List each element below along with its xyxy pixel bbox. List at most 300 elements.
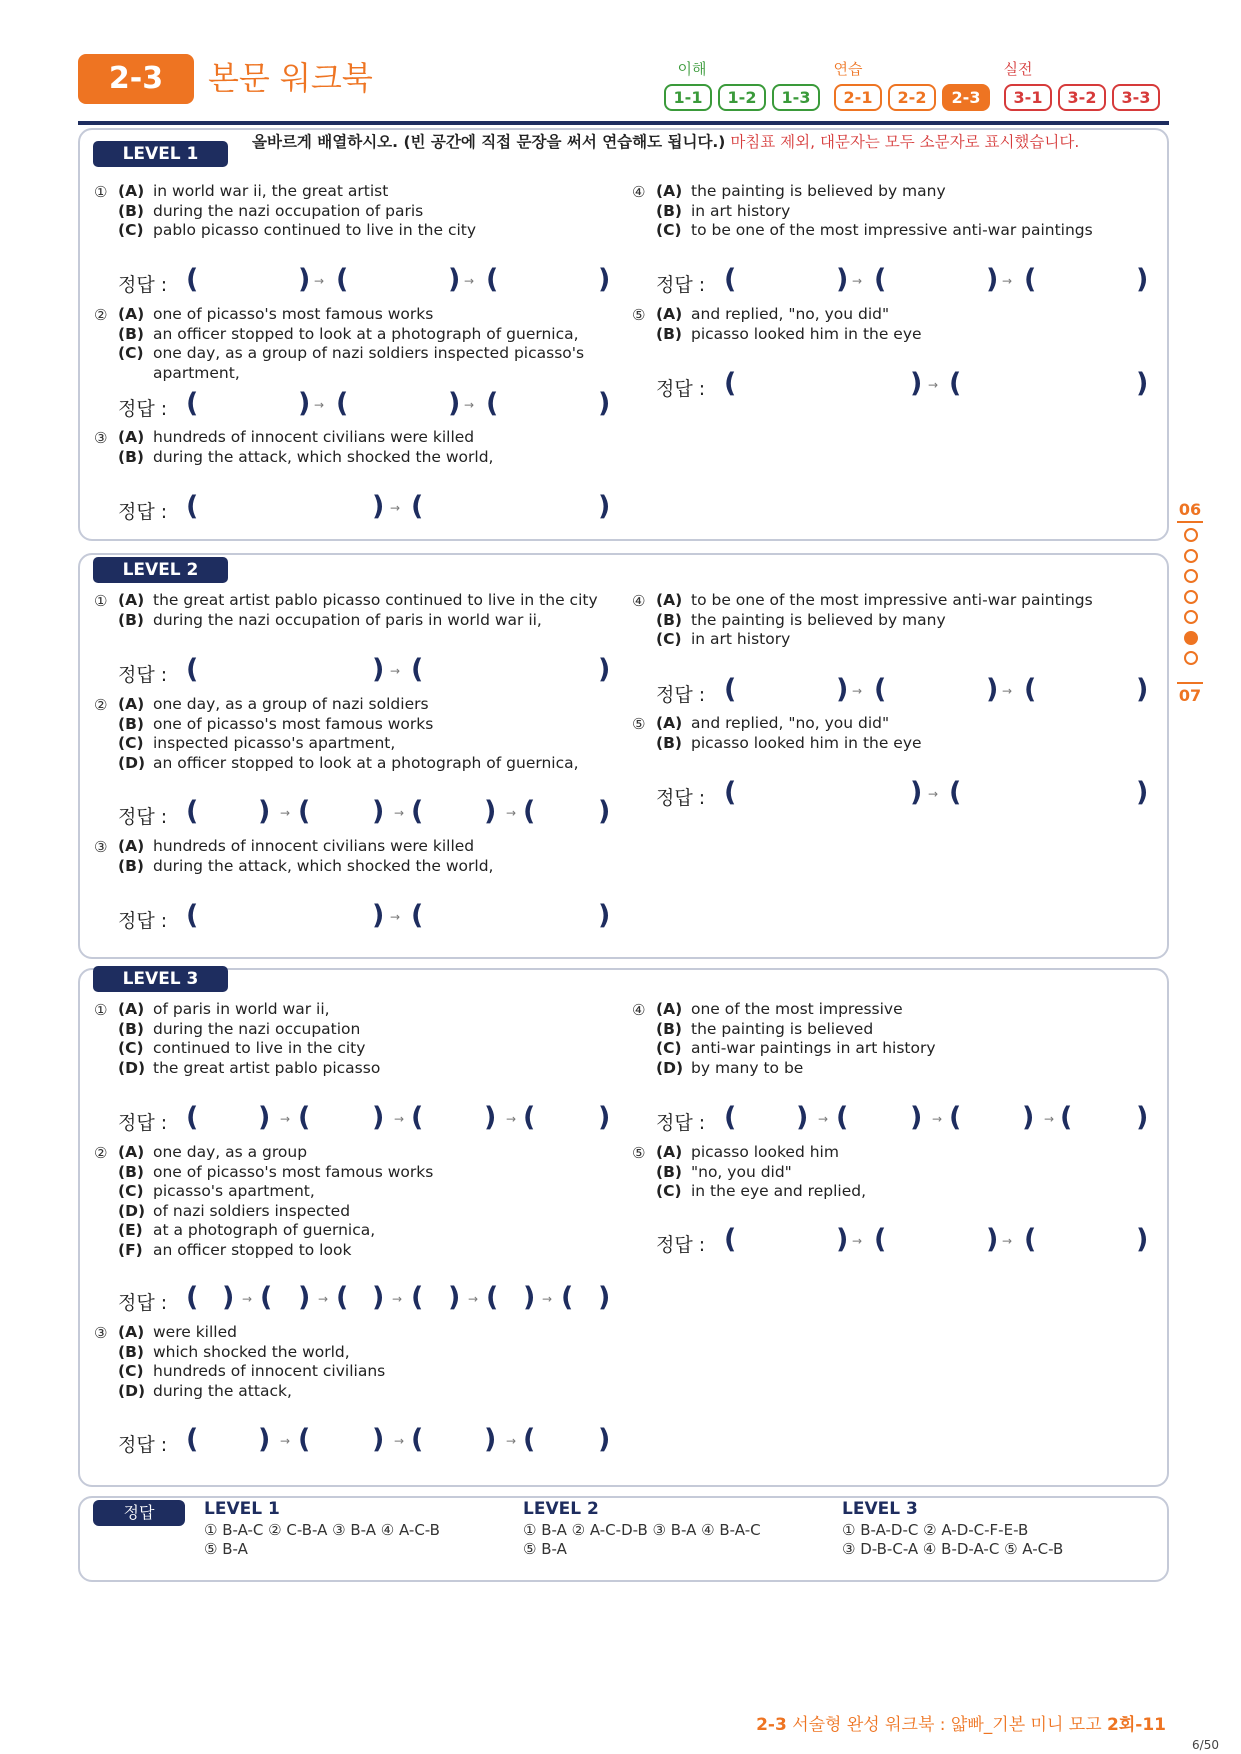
- open-paren: (: [486, 388, 499, 419]
- option-text: picasso looked him in the eye: [691, 324, 922, 343]
- question-number: ③: [94, 1324, 108, 1342]
- close-paren: ): [372, 900, 385, 931]
- question-number: ④: [632, 183, 646, 201]
- question-option: [656, 325, 922, 345]
- open-paren: (: [298, 796, 311, 827]
- option-tag: (A): [118, 1143, 145, 1161]
- question-option: [656, 1000, 903, 1020]
- arrow-icon: →: [1002, 274, 1013, 288]
- option-text: during the attack, which shocked the world,: [153, 447, 494, 466]
- tab-group-label: 실전: [1003, 60, 1033, 78]
- option-tag: (A): [118, 1000, 145, 1018]
- answer-key-level-title: LEVEL 1: [204, 1499, 280, 1519]
- open-paren: (: [186, 796, 199, 827]
- question-option: [656, 714, 889, 734]
- answer-key-line: ③ D-B-C-A ④ B-D-A-C ⑤ A-C-B: [842, 1540, 1064, 1558]
- option-text: pablo picasso continued to live in the city: [153, 221, 477, 239]
- open-paren: (: [186, 388, 199, 419]
- open-paren: (: [874, 264, 887, 295]
- answer-row[interactable]: [118, 902, 618, 934]
- option-tag: (D): [118, 1381, 146, 1400]
- arrow-icon: →: [464, 398, 475, 412]
- level-badge: LEVEL 1: [93, 141, 228, 167]
- option-tag: (F): [118, 1240, 143, 1259]
- option-tag: (A): [118, 305, 145, 323]
- option-tag: (B): [118, 447, 144, 466]
- answer-row[interactable]: [656, 779, 1156, 811]
- option-tag: (E): [118, 1221, 143, 1239]
- question-option: [118, 1000, 330, 1020]
- option-text: during the nazi occupation: [153, 1019, 361, 1038]
- option-text: anti-war paintings in art history: [691, 1039, 936, 1057]
- close-paren: ): [1136, 777, 1149, 808]
- answer-label: 정답 :: [118, 398, 168, 420]
- answer-row[interactable]: [118, 266, 618, 298]
- answer-row[interactable]: [656, 1226, 1156, 1258]
- question-option: [656, 202, 790, 222]
- option-text: an officer stopped to look: [153, 1240, 352, 1259]
- arrow-icon: →: [394, 1112, 405, 1126]
- option-tag: (B): [118, 610, 144, 629]
- option-text: one of picasso's most famous works: [153, 305, 434, 323]
- option-text: apartment,: [153, 363, 240, 382]
- option-text: hundreds of innocent civilians were killed: [153, 428, 475, 446]
- close-paren: ): [986, 1224, 999, 1255]
- open-paren: (: [411, 491, 424, 522]
- option-tag: (B): [118, 1342, 144, 1361]
- open-paren: (: [523, 1424, 536, 1455]
- question-option: [118, 202, 423, 222]
- close-paren: ): [484, 1424, 497, 1455]
- arrow-icon: →: [932, 1112, 943, 1126]
- question-option: [656, 221, 1093, 241]
- answer-row[interactable]: [656, 370, 1156, 402]
- question-option: [656, 1143, 839, 1163]
- close-paren: ): [372, 491, 385, 522]
- close-paren: ): [836, 264, 849, 295]
- open-paren: (: [724, 777, 737, 808]
- arrow-icon: →: [542, 1292, 553, 1306]
- close-paren: ): [1136, 1102, 1149, 1133]
- close-paren: ): [1136, 674, 1149, 705]
- question-option: [118, 1382, 292, 1402]
- close-paren: ): [258, 1102, 271, 1133]
- arrow-icon: →: [852, 684, 863, 698]
- open-paren: (: [1024, 264, 1037, 295]
- question-number: ④: [632, 1001, 646, 1019]
- arrow-icon: →: [392, 1292, 403, 1306]
- open-paren: (: [486, 264, 499, 295]
- close-paren: ): [298, 1282, 311, 1313]
- question-option: [118, 1362, 385, 1382]
- option-tag: (C): [118, 221, 144, 239]
- option-text: the painting is believed: [691, 1019, 874, 1038]
- option-text: picasso looked him in the eye: [691, 733, 922, 752]
- question-option: [118, 734, 395, 754]
- arrow-icon: →: [468, 1292, 479, 1306]
- question-number: ②: [94, 306, 108, 324]
- answer-row[interactable]: [118, 1426, 618, 1458]
- side-nav-dot: [1184, 569, 1198, 583]
- answer-key-level-title: LEVEL 2: [523, 1499, 599, 1519]
- close-paren: ): [448, 1282, 461, 1313]
- tab-2-1[interactable]: 2-1: [834, 84, 882, 111]
- option-tag: (D): [656, 1058, 684, 1077]
- arrow-icon: →: [1044, 1112, 1055, 1126]
- option-text: inspected picasso's apartment,: [153, 734, 396, 752]
- close-paren: ): [598, 388, 611, 419]
- question-option: [656, 182, 946, 202]
- option-tag: (B): [656, 1019, 682, 1038]
- arrow-icon: →: [506, 806, 517, 820]
- option-tag: (C): [118, 1362, 144, 1380]
- open-paren: (: [874, 674, 887, 705]
- answer-key-line: ① B-A-D-C ② A-D-C-F-E-B: [842, 1521, 1029, 1539]
- answer-row[interactable]: [118, 390, 618, 422]
- open-paren: (: [260, 1282, 273, 1313]
- close-paren: ): [598, 796, 611, 827]
- option-text: to be one of the most impressive anti-war paintings: [691, 591, 1093, 609]
- close-paren: ): [372, 1424, 385, 1455]
- option-text: the painting is believed by many: [691, 182, 946, 200]
- option-tag: (D): [118, 1058, 146, 1077]
- question-number: ①: [94, 1001, 108, 1019]
- option-text: one of the most impressive: [691, 1000, 903, 1018]
- question-option: [118, 1182, 315, 1202]
- close-paren: ): [910, 1102, 923, 1133]
- option-tag: (C): [118, 1182, 144, 1200]
- arrow-icon: →: [390, 910, 401, 924]
- question-option: [656, 1182, 866, 1202]
- question-option: [118, 1202, 350, 1222]
- close-paren: ): [986, 674, 999, 705]
- question-option: [118, 428, 474, 448]
- answer-label: 정답 :: [118, 501, 168, 523]
- tab-1-3[interactable]: 1-3: [772, 84, 820, 111]
- close-paren: ): [910, 368, 923, 399]
- question-option: [118, 221, 476, 241]
- option-text: during the nazi occupation of paris: [153, 201, 424, 220]
- open-paren: (: [411, 900, 424, 931]
- answer-label: 정답 :: [656, 1234, 706, 1256]
- question-number: ①: [94, 592, 108, 610]
- open-paren: (: [724, 674, 737, 705]
- answer-label: 정답 :: [656, 274, 706, 296]
- open-paren: (: [561, 1282, 574, 1313]
- open-paren: (: [949, 777, 962, 808]
- section-badge: 2-3: [78, 54, 194, 104]
- option-text: hundreds of innocent civilians: [153, 1362, 386, 1380]
- arrow-icon: →: [314, 398, 325, 412]
- side-nav-dot: [1184, 549, 1198, 563]
- open-paren: (: [523, 796, 536, 827]
- answer-label: 정답 :: [656, 1112, 706, 1134]
- question-option: [118, 182, 388, 202]
- option-tag: (B): [118, 1162, 144, 1181]
- side-nav-line-bottom: [1177, 682, 1203, 684]
- arrow-icon: →: [928, 378, 939, 392]
- question-option: [118, 1221, 375, 1241]
- answer-label: 정답 :: [118, 274, 168, 296]
- close-paren: ): [598, 1282, 611, 1313]
- close-paren: ): [258, 796, 271, 827]
- answer-row[interactable]: [656, 676, 1156, 708]
- question-option: [118, 344, 584, 364]
- close-paren: ): [598, 491, 611, 522]
- question-option: [656, 611, 946, 631]
- answer-key-badge: 정답: [93, 1500, 185, 1526]
- footer: 2-3 서술형 완성 워크북 : 얇빠_기본 미니 모고 2회-11: [756, 1715, 1166, 1735]
- close-paren: ): [448, 264, 461, 295]
- option-text: during the nazi occupation of paris in world war ii,: [153, 610, 542, 629]
- option-text: picasso's apartment,: [153, 1182, 315, 1200]
- arrow-icon: →: [394, 1434, 405, 1448]
- option-text: one of picasso's most famous works: [153, 1162, 434, 1181]
- open-paren: (: [874, 1224, 887, 1255]
- option-tag: (C): [118, 734, 144, 752]
- answer-label: 정답 :: [118, 910, 168, 932]
- open-paren: (: [1024, 674, 1037, 705]
- arrow-icon: →: [318, 1292, 329, 1306]
- answer-row[interactable]: [118, 656, 618, 688]
- open-paren: (: [186, 1282, 199, 1313]
- close-paren: ): [836, 1224, 849, 1255]
- question-option: [118, 591, 598, 611]
- arrow-icon: →: [928, 787, 939, 801]
- answer-row[interactable]: [656, 266, 1156, 298]
- question-number: ②: [94, 1144, 108, 1162]
- option-text: the great artist pablo picasso continued to live in the city: [153, 591, 598, 609]
- option-tag: (D): [118, 753, 146, 772]
- answer-label: 정답 :: [118, 1434, 168, 1456]
- close-paren: ): [372, 796, 385, 827]
- question-number: ③: [94, 429, 108, 447]
- option-text: one of picasso's most famous works: [153, 714, 434, 733]
- option-text: of nazi soldiers inspected: [153, 1201, 351, 1220]
- tab-1-1[interactable]: 1-1: [664, 84, 712, 111]
- tab-group-label: 연습: [833, 60, 863, 78]
- close-paren: ): [1136, 264, 1149, 295]
- option-text: during the attack,: [153, 1381, 292, 1400]
- open-paren: (: [298, 1424, 311, 1455]
- question-option: [118, 754, 579, 774]
- option-text: one day, as a group of nazi soldiers: [153, 695, 429, 713]
- question-option: [118, 611, 542, 631]
- close-paren: ): [298, 264, 311, 295]
- option-tag: (A): [656, 182, 683, 200]
- option-text: in art history: [691, 630, 791, 648]
- tab-2-2[interactable]: 2-2: [888, 84, 936, 111]
- option-text: to be one of the most impressive anti-war paintings: [691, 221, 1093, 239]
- arrow-icon: →: [280, 1434, 291, 1448]
- tab-3-3[interactable]: 3-3: [1112, 84, 1160, 111]
- close-paren: ): [484, 796, 497, 827]
- open-paren: (: [186, 900, 199, 931]
- option-tag: (A): [656, 305, 683, 323]
- question-number: ①: [94, 183, 108, 201]
- close-paren: ): [1022, 1102, 1035, 1133]
- answer-label: 정답 :: [118, 806, 168, 828]
- instruction: 올바르게 배열하시오. (빈 공간에 직접 문장을 써서 연습해도 됩니다.) 마침표 제외, 대문자는 모두 소문자로 표시했습니다.: [252, 133, 1080, 151]
- arrow-icon: →: [314, 274, 325, 288]
- option-text: were killed: [153, 1323, 237, 1341]
- question-option: [118, 1241, 351, 1261]
- option-text: by many to be: [691, 1058, 804, 1077]
- close-paren: ): [258, 1424, 271, 1455]
- question-number: ③: [94, 838, 108, 856]
- question-option: [118, 695, 429, 715]
- option-text: "no, you did": [691, 1162, 792, 1181]
- question-option: [656, 630, 790, 650]
- side-nav-dot: [1184, 528, 1198, 542]
- open-paren: (: [411, 1424, 424, 1455]
- option-tag: (C): [656, 221, 682, 239]
- arrow-icon: →: [242, 1292, 253, 1306]
- page-title: 본문 워크북: [208, 59, 373, 97]
- question-option: [118, 715, 433, 735]
- option-tag: (A): [656, 714, 683, 732]
- close-paren: ): [598, 1102, 611, 1133]
- option-tag: (A): [118, 428, 145, 446]
- close-paren: ): [796, 1102, 809, 1133]
- option-text: and replied, "no, you did": [691, 305, 890, 323]
- tab-3-2[interactable]: 3-2: [1058, 84, 1106, 111]
- arrow-icon: →: [506, 1434, 517, 1448]
- tab-1-2[interactable]: 1-2: [718, 84, 766, 111]
- close-paren: ): [372, 1282, 385, 1313]
- open-paren: (: [186, 654, 199, 685]
- question-option: [118, 325, 579, 345]
- question-option: [656, 1059, 803, 1079]
- arrow-icon: →: [390, 501, 401, 515]
- answer-label: 정답 :: [656, 787, 706, 809]
- close-paren: ): [484, 1102, 497, 1133]
- question-number: ④: [632, 592, 646, 610]
- question-option: [118, 448, 493, 468]
- answer-label: 정답 :: [656, 684, 706, 706]
- option-tag: (B): [656, 201, 682, 220]
- open-paren: (: [411, 1282, 424, 1313]
- side-nav-bottom: 07: [1178, 686, 1202, 705]
- open-paren: (: [336, 264, 349, 295]
- open-paren: (: [724, 1102, 737, 1133]
- open-paren: (: [523, 1102, 536, 1133]
- arrow-icon: →: [390, 664, 401, 678]
- option-tag: (D): [118, 1201, 146, 1220]
- option-tag: (C): [656, 1039, 682, 1057]
- option-tag: (B): [656, 610, 682, 629]
- question-option: [656, 1163, 792, 1183]
- open-paren: (: [186, 1102, 199, 1133]
- option-tag: (B): [118, 856, 144, 875]
- tab-3-1[interactable]: 3-1: [1004, 84, 1052, 111]
- arrow-icon: →: [852, 1234, 863, 1248]
- question-option: [118, 305, 433, 325]
- header-divider: [78, 121, 1169, 125]
- side-nav-dot: [1184, 590, 1198, 604]
- option-text: in the eye and replied,: [691, 1182, 867, 1200]
- answer-row[interactable]: [656, 1104, 1156, 1136]
- open-paren: (: [486, 1282, 499, 1313]
- option-tag: (A): [118, 591, 145, 609]
- arrow-icon: →: [1002, 684, 1013, 698]
- question-option: [656, 1039, 936, 1059]
- option-text: an officer stopped to look at a photograph of guernica,: [153, 753, 579, 772]
- option-tag: (C): [118, 344, 144, 362]
- side-nav-dot: [1184, 631, 1198, 645]
- option-text: and replied, "no, you did": [691, 714, 890, 732]
- option-tag: (B): [118, 1019, 144, 1038]
- option-tag: (A): [118, 1323, 145, 1341]
- arrow-icon: →: [280, 1112, 291, 1126]
- open-paren: (: [836, 1102, 849, 1133]
- question-option: [118, 837, 474, 857]
- question-option: [118, 1143, 307, 1163]
- open-paren: (: [336, 1282, 349, 1313]
- question-number: ②: [94, 696, 108, 714]
- arrow-icon: →: [506, 1112, 517, 1126]
- open-paren: (: [186, 491, 199, 522]
- close-paren: ): [448, 388, 461, 419]
- question-option: [118, 1323, 237, 1343]
- option-tag: (B): [118, 201, 144, 220]
- option-text: one day, as a group: [153, 1143, 308, 1161]
- option-tag: (B): [118, 714, 144, 733]
- answer-key-line: ① B-A-C ② C-B-A ③ B-A ④ A-C-B: [204, 1521, 440, 1539]
- answer-key-line: ⑤ B-A: [523, 1540, 567, 1558]
- option-text: one day, as a group of nazi soldiers inspected picasso's: [153, 344, 585, 362]
- option-tag: (A): [656, 591, 683, 609]
- question-number: ⑤: [632, 306, 646, 324]
- open-paren: (: [186, 264, 199, 295]
- option-text: in art history: [691, 201, 791, 220]
- close-paren: ): [372, 654, 385, 685]
- side-nav-dot: [1184, 610, 1198, 624]
- level-badge: LEVEL 3: [93, 966, 228, 992]
- close-paren: ): [598, 264, 611, 295]
- option-tag: (C): [656, 1182, 682, 1200]
- option-tag: (A): [118, 837, 145, 855]
- close-paren: ): [836, 674, 849, 705]
- option-tag: (A): [656, 1143, 683, 1161]
- question-option: [118, 1343, 350, 1363]
- option-text: in world war ii, the great artist: [153, 182, 389, 200]
- option-text: continued to live in the city: [153, 1039, 366, 1057]
- open-paren: (: [1060, 1102, 1073, 1133]
- question-option: [118, 1059, 380, 1079]
- close-paren: ): [598, 654, 611, 685]
- close-paren: ): [298, 388, 311, 419]
- arrow-icon: →: [818, 1112, 829, 1126]
- answer-row[interactable]: [118, 493, 618, 525]
- open-paren: (: [949, 1102, 962, 1133]
- option-tag: (B): [118, 324, 144, 343]
- option-text: picasso looked him: [691, 1143, 839, 1161]
- answer-row[interactable]: [118, 1284, 618, 1316]
- answer-row[interactable]: [118, 798, 618, 830]
- question-option: [656, 591, 1093, 611]
- tab-2-3[interactable]: 2-3: [942, 84, 990, 111]
- question-option: [656, 734, 922, 754]
- answer-row[interactable]: [118, 1104, 618, 1136]
- option-text: of paris in world war ii,: [153, 1000, 330, 1018]
- open-paren: (: [724, 264, 737, 295]
- option-tag: (C): [656, 630, 682, 648]
- open-paren: (: [411, 1102, 424, 1133]
- question-option: [656, 1020, 873, 1040]
- option-tag: (B): [656, 733, 682, 752]
- option-text: an officer stopped to look at a photograph of guernica,: [153, 324, 579, 343]
